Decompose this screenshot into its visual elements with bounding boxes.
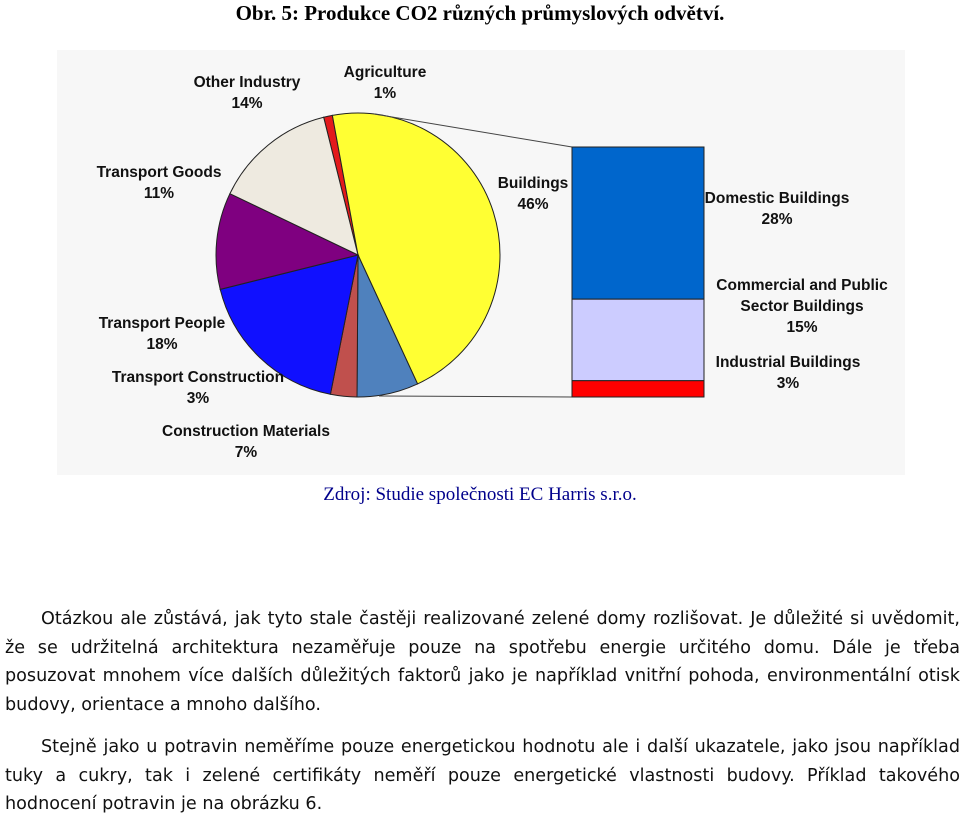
figure-caption: Obr. 5: Produkce CO2 různých průmyslových odvětví. [235, 1, 725, 25]
pie-label-buildings: Buildings 46% [497, 175, 569, 213]
pie-label-transport-goods: Transport Goods 11% [96, 164, 222, 202]
paragraph-2-text: Stejně jako u potravin neměříme pouze energetickou hodnotu ale i další ukazatele, jako jsou například tuky a cukry, tak i zelené certifikáty neměří pouze energetické vlastnosti budovy. Příklad takového hodnocení potravin je na obrázku 6. [5, 737, 960, 814]
bar-segment-commercial-and-public-sector-buildings [572, 299, 704, 381]
pie-label-construction-materials: Construction Materials 7% [162, 423, 330, 461]
pie-label-transport-construction: Transport Construction 3% [111, 369, 285, 407]
bar-segment-domestic-buildings [572, 147, 704, 299]
bar-label-commercial-and-public-sector-buildings: Commercial and Public Sector Buildings 15% [716, 277, 888, 336]
paragraph-2 [5, 733, 960, 819]
pie [216, 113, 500, 397]
figure-source: Zdroj: Studie společnosti EC Harris s.r.o. [323, 484, 637, 505]
pie-label-transport-people: Transport People 18% [98, 315, 226, 353]
bar-segment-industrial-buildings [572, 381, 704, 397]
bar-label-domestic-buildings: Domestic Buildings 28% [704, 190, 850, 228]
paragraph-1-text: Otázkou ale zůstává, jak tyto stale častěji realizované zelené domy rozlišovat. Je důležité si uvědomit, že se udržitelná architektura nezaměřuje pouze na spotřebu energie určitého domu. Dále je třeba posuzovat mnohem více dalších důležitých faktorů jako je například vnitřní pohoda, environmentální otisk budovy, orientace a mnoho dalšího. [5, 609, 960, 715]
buildings-breakdown-bar [572, 147, 704, 397]
bar-label-industrial-buildings: Industrial Buildings 3% [715, 354, 861, 392]
pie-label-agriculture: Agriculture 1% [343, 64, 427, 102]
paragraph-1 [5, 605, 960, 719]
co2-bar-of-pie-chart [0, 40, 960, 480]
pie-label-other-industry: Other Industry 14% [193, 74, 301, 112]
